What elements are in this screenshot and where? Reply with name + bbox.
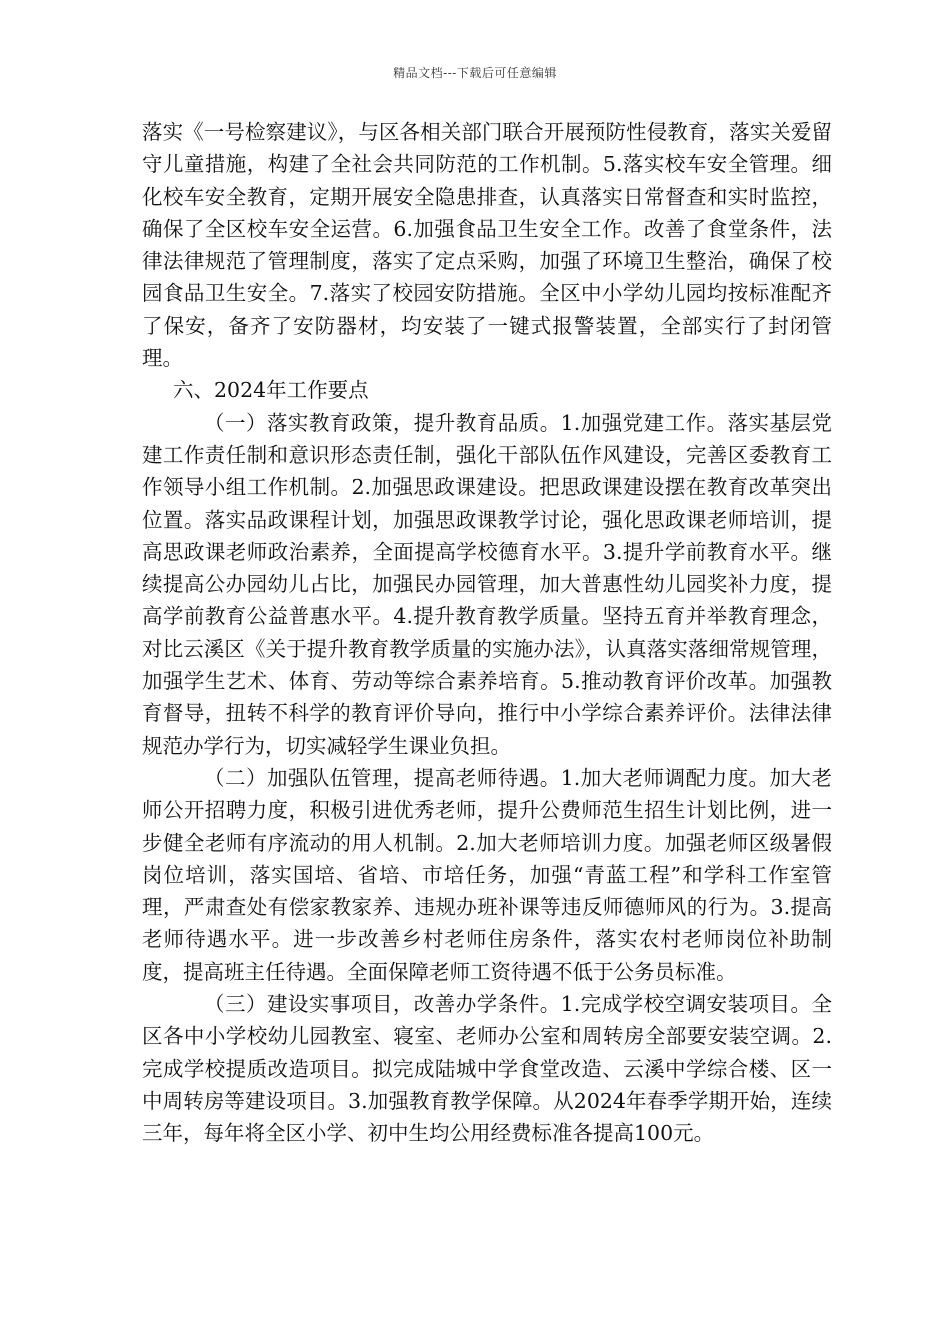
- paragraph-continuation: 落实《一号检察建议》，与区各相关部门联合开展预防性侵教育，落实关爱留守儿童措施，构建了全社会共同防范的工作机制。5.落实校车安全管理。细化校车安全教育，定期开展安全隐患排查，认真落实日常督查和实时监控，确保了全区校车安全运营。6.加强食品卫生安全工作。改善了食堂条件，法律法律规范了管理制度，落实了定点采购，加强了环境卫生整治，确保了校园食品卫生安全。7.落实了校园安防措施。全区中小学幼儿园均按标准配齐了保安，备齐了安防器材，均安装了一键式报警装置，全部实行了封闭管理。: [142, 120, 832, 371]
- paragraph-item-2: （二）加强队伍管理，提高老师待遇。1.加大老师调配力度。加大老师公开招聘力度，积极引进优秀老师，提升公费师范生招生计划比例，进一步健全老师有序流动的用人机制。2.加大老师培训力度。加强老师区级暑假岗位培训，落实国培、省培、市培任务，加强“青蓝工程”和学科工作室管理，严肃查处有偿家教家养、违规办班补课等违反师德师风的行为。3.提高老师待遇水平。进一步改善乡村老师住房条件，落实农村老师岗位补助制度，提高班主任待遇。全面保障老师工资待遇不低于公务员标准。: [142, 765, 832, 984]
- section-heading: 六、2024年工作要点: [173, 378, 369, 403]
- paragraph-item-3: （三）建设实事项目，改善办学条件。1.完成学校空调安装项目。全区各中小学校幼儿园教室、寝室、老师办公室和周转房全部要安装空调。2.完成学校提质改造项目。拟完成陆城中学食堂改造、云溪中学综合楼、区一中周转房等建设项目。3.加强教育教学保障。从2024年春季学期开始，连续三年，每年将全区小学、初中生均公用经费标准各提高100元。: [142, 992, 832, 1146]
- document-body: [142, 116, 832, 1150]
- page-header: 精品文档---下载后可任意编辑: [393, 66, 557, 80]
- paragraph-item-1: （一）落实教育政策，提升教育品质。1.加强党建工作。落实基层党建工作责任制和意识形态责任制，强化干部队伍作风建设，完善区委教育工作领导小组工作机制。2.加强思政课建设。把思政课建设摆在教育改革突出位置。落实品政课程计划，加强思政课教学讨论，强化思政课老师培训，提高思政课老师政治素养，全面提高学校德育水平。3.提升学前教育水平。继续提高公办园幼儿占比，加强民办园管理，加大普惠性幼儿园奖补力度，提高学前教育公益普惠水平。4.提升教育教学质量。坚持五育并举教育理念，对比云溪区《关于提升教育教学质量的实施办法》，认真落实落细常规管理，加强学生艺术、体育、劳动等综合素养培育。5.推动教育评价改革。加强教育督导，扭转不科学的教育评价导向，推行中小学综合素养评价。法律法律规范办学行为，切实减轻学生课业负担。: [142, 410, 832, 758]
